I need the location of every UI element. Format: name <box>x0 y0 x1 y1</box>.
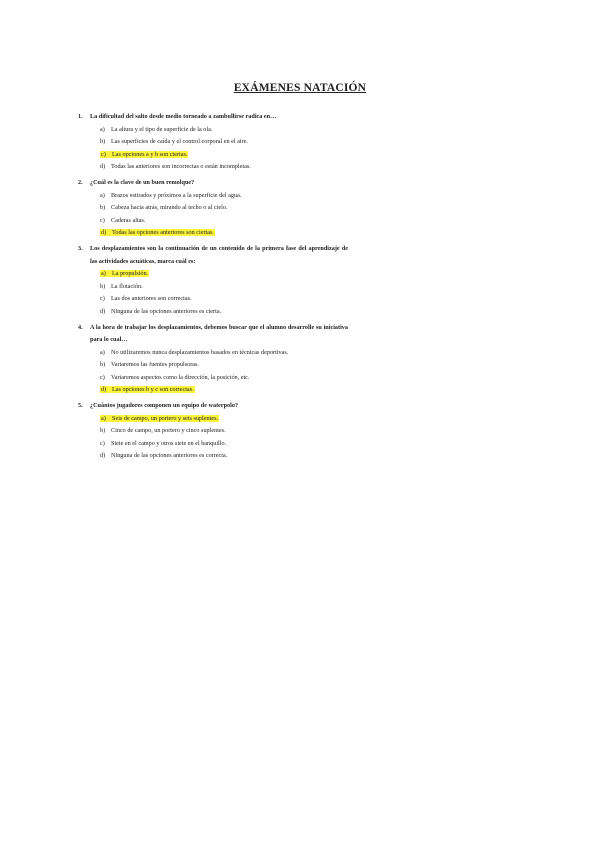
option-wrapper <box>100 138 248 145</box>
option-text: La propulsión. <box>112 270 149 278</box>
option-letter: b) <box>100 361 106 369</box>
option-letter: a) <box>101 270 106 278</box>
highlight-marker <box>100 229 215 236</box>
option-text: Todas las opciones anteriores son ciertas. <box>112 229 214 237</box>
answer-option-correct <box>100 227 348 240</box>
question-number: 2. <box>78 178 83 186</box>
option-letter: c) <box>100 439 105 447</box>
option-wrapper <box>100 192 241 199</box>
option-list <box>78 413 348 463</box>
option-wrapper <box>100 163 251 170</box>
option-letter: c) <box>100 216 105 224</box>
option-text: Las dos anteriores son correctas. <box>111 295 192 303</box>
question-statement: A la hora de trabajar los desplazamientos, debemos buscar que el alumno desarrolle su iniciativa para lo cual… <box>90 323 348 344</box>
option-text: Las opciones b y c son correctas. <box>112 386 194 394</box>
highlight-marker <box>100 415 219 422</box>
question-number: 5. <box>78 402 83 410</box>
question-4 <box>78 322 348 398</box>
option-letter: d) <box>100 163 106 171</box>
question-list <box>78 111 348 466</box>
question-text <box>78 243 348 268</box>
answer-option-correct <box>100 384 348 397</box>
option-wrapper <box>100 217 145 224</box>
question-number: 3. <box>78 244 83 252</box>
option-text: Brazos estirados y próximos a la superficie del agua. <box>111 191 242 199</box>
answer-option <box>100 293 348 306</box>
option-text: Variaremos las fuentes propulsoras. <box>111 361 199 369</box>
answer-option <box>100 136 348 149</box>
page-title: EXÁMENES NATACIÓN <box>233 82 367 94</box>
option-text: No utilizaremos nunca desplazamientos basados en técnicas deportivas. <box>111 348 289 356</box>
question-text <box>78 111 348 124</box>
option-wrapper <box>100 126 212 133</box>
question-number: 4. <box>78 323 83 331</box>
option-letter: a) <box>101 414 106 422</box>
question-1 <box>78 111 348 174</box>
option-letter: b) <box>100 138 106 146</box>
option-text: La flotación. <box>111 282 143 290</box>
option-text: Ninguna de las opciones anteriores es correcta. <box>111 452 228 460</box>
question-text <box>78 400 348 413</box>
question-statement: La dificultad del salto desde medio torneado a zambullirse radica en… <box>90 113 277 120</box>
question-5 <box>78 400 348 463</box>
question-statement: ¿Cuántos jugadores componen un equipo de waterpolo? <box>90 402 239 410</box>
option-wrapper <box>100 283 143 290</box>
answer-option-correct <box>100 149 348 162</box>
option-letter: d) <box>100 307 106 315</box>
answer-option <box>100 425 348 438</box>
option-letter: b) <box>100 204 106 212</box>
answer-option <box>100 438 348 451</box>
option-letter: d) <box>101 229 107 237</box>
question-statement: Los desplazamientos son la continuación de un contenido de la primera fase del aprendizaje de las actividades acuáticas, marca cuál es: <box>90 244 348 265</box>
question-number: 1. <box>78 113 83 120</box>
answer-option <box>100 359 348 372</box>
option-letter: b) <box>100 282 106 290</box>
option-letter: a) <box>100 191 105 199</box>
answer-option <box>100 161 348 174</box>
option-letter: c) <box>100 373 105 381</box>
option-wrapper <box>100 349 288 356</box>
highlight-marker <box>100 151 188 158</box>
answer-option <box>100 281 348 294</box>
option-wrapper <box>100 361 199 368</box>
option-text: Caderas altas. <box>111 216 146 224</box>
answer-option-correct <box>100 268 348 281</box>
answer-option <box>100 190 348 203</box>
option-letter: b) <box>100 427 106 435</box>
question-2 <box>78 177 348 240</box>
answer-option <box>100 450 348 463</box>
question-text <box>78 322 348 347</box>
option-text: Siete en el campo y otros siete en el banquillo. <box>111 439 227 447</box>
option-wrapper <box>100 204 227 211</box>
question-3 <box>78 243 348 319</box>
answer-option <box>100 347 348 360</box>
option-text: Seis de campo, un portero y seis suplentes. <box>112 414 219 422</box>
option-text: Todas las anteriores son incorrectas o están incompletas. <box>111 163 251 171</box>
answer-option <box>100 124 348 137</box>
highlight-marker <box>100 386 195 393</box>
option-text: Variaremos aspectos como la dirección, la posición, etc. <box>111 373 250 381</box>
answer-option <box>100 306 348 319</box>
option-wrapper <box>100 308 221 315</box>
option-text: La altura y el tipo de superficie de la ola. <box>111 125 213 133</box>
answer-option <box>100 372 348 385</box>
highlight-marker <box>100 270 149 277</box>
answer-option <box>100 215 348 228</box>
option-letter: c) <box>101 150 106 158</box>
option-text: Las superficies de caída y el control corporal en el aire. <box>111 138 248 146</box>
answer-option-correct <box>100 413 348 426</box>
option-letter: a) <box>100 348 105 356</box>
option-letter: d) <box>101 386 107 394</box>
option-list <box>78 347 348 397</box>
question-statement: ¿Cuál es la clave de un buen remolque? <box>90 178 195 186</box>
option-letter: d) <box>100 452 106 460</box>
option-text: Cabeza hacia atrás, mirando al techo o al cielo. <box>111 204 228 212</box>
option-text: Ninguna de las opciones anteriores es cierta. <box>111 307 222 315</box>
option-letter: a) <box>100 125 105 133</box>
option-letter: c) <box>100 295 105 303</box>
option-wrapper <box>100 374 249 381</box>
option-list <box>78 124 348 174</box>
option-wrapper <box>100 440 226 447</box>
answer-option <box>100 202 348 215</box>
option-wrapper <box>100 295 192 302</box>
option-text: Las opciones a y b son ciertas. <box>112 150 188 158</box>
question-text <box>78 177 348 190</box>
option-list <box>78 190 348 240</box>
option-wrapper <box>100 427 226 434</box>
option-text: Cinco de campo, un portero y cinco suplentes. <box>111 427 226 435</box>
option-list <box>78 268 348 318</box>
option-wrapper <box>100 452 227 459</box>
